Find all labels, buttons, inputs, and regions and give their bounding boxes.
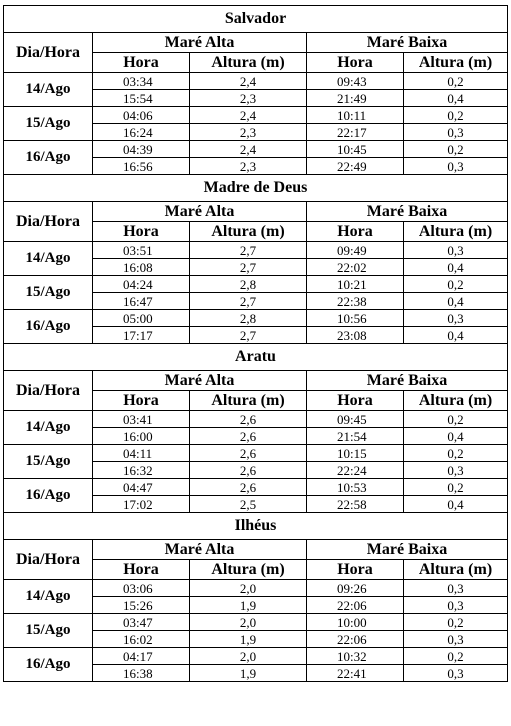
- baixa-altura-cell: 0,2: [404, 276, 508, 293]
- alta-altura-cell: 2,3: [190, 158, 307, 175]
- alta-altura-cell: 1,9: [190, 665, 307, 682]
- table-row: [4, 310, 508, 327]
- day-label: 14/Ago: [4, 580, 93, 614]
- baixa-altura-cell: 0,2: [404, 107, 508, 124]
- mare-alta-header: Maré Alta: [93, 371, 307, 391]
- header-row-group: [4, 540, 508, 560]
- mare-alta-header: Maré Alta: [93, 202, 307, 222]
- baixa-altura-header: Altura (m): [404, 391, 508, 411]
- tide-table: [3, 5, 508, 682]
- baixa-hora-cell: 09:49: [307, 242, 404, 259]
- baixa-hora-cell: 22:17: [307, 124, 404, 141]
- baixa-hora-cell: 22:41: [307, 665, 404, 682]
- table-row: [4, 614, 508, 631]
- alta-hora-cell: 16:24: [93, 124, 190, 141]
- alta-hora-cell: 16:47: [93, 293, 190, 310]
- day-label: 16/Ago: [4, 310, 93, 344]
- baixa-altura-cell: 0,2: [404, 411, 508, 428]
- baixa-hora-cell: 10:45: [307, 141, 404, 158]
- alta-altura-header: Altura (m): [190, 560, 307, 580]
- baixa-altura-cell: 0,2: [404, 445, 508, 462]
- alta-altura-cell: 2,8: [190, 310, 307, 327]
- alta-hora-cell: 17:02: [93, 496, 190, 513]
- alta-altura-cell: 2,4: [190, 73, 307, 90]
- alta-hora-cell: 17:17: [93, 327, 190, 344]
- baixa-hora-cell: 21:54: [307, 428, 404, 445]
- day-label: 14/Ago: [4, 73, 93, 107]
- baixa-hora-cell: 10:21: [307, 276, 404, 293]
- baixa-altura-header: Altura (m): [404, 53, 508, 73]
- mare-baixa-header: Maré Baixa: [307, 540, 508, 560]
- alta-altura-cell: 2,6: [190, 428, 307, 445]
- alta-altura-cell: 2,6: [190, 479, 307, 496]
- baixa-altura-cell: 0,3: [404, 597, 508, 614]
- baixa-altura-cell: 0,4: [404, 327, 508, 344]
- baixa-altura-cell: 0,3: [404, 631, 508, 648]
- alta-hora-cell: 16:02: [93, 631, 190, 648]
- alta-hora-cell: 16:56: [93, 158, 190, 175]
- alta-hora-cell: 03:41: [93, 411, 190, 428]
- baixa-hora-cell: 10:15: [307, 445, 404, 462]
- baixa-hora-cell: 09:43: [307, 73, 404, 90]
- mare-baixa-header: Maré Baixa: [307, 371, 508, 391]
- alta-altura-cell: 2,7: [190, 259, 307, 276]
- day-label: 16/Ago: [4, 479, 93, 513]
- alta-hora-header: Hora: [93, 53, 190, 73]
- table-row: [4, 242, 508, 259]
- table-row: [4, 73, 508, 90]
- alta-hora-cell: 16:32: [93, 462, 190, 479]
- alta-altura-cell: 2,0: [190, 648, 307, 665]
- baixa-hora-cell: 22:06: [307, 631, 404, 648]
- baixa-altura-cell: 0,3: [404, 665, 508, 682]
- alta-hora-cell: 15:54: [93, 90, 190, 107]
- baixa-hora-cell: 22:58: [307, 496, 404, 513]
- baixa-hora-cell: 21:49: [307, 90, 404, 107]
- dia-hora-header: Dia/Hora: [4, 371, 93, 411]
- alta-altura-cell: 2,8: [190, 276, 307, 293]
- location-title-row: [4, 175, 508, 202]
- baixa-hora-cell: 10:53: [307, 479, 404, 496]
- alta-altura-cell: 2,5: [190, 496, 307, 513]
- baixa-hora-header: Hora: [307, 560, 404, 580]
- alta-hora-cell: 04:06: [93, 107, 190, 124]
- baixa-altura-cell: 0,3: [404, 158, 508, 175]
- table-row: [4, 141, 508, 158]
- header-row-group: [4, 202, 508, 222]
- alta-hora-header: Hora: [93, 560, 190, 580]
- baixa-hora-cell: 10:32: [307, 648, 404, 665]
- alta-hora-cell: 16:08: [93, 259, 190, 276]
- alta-hora-cell: 04:24: [93, 276, 190, 293]
- dia-hora-header: Dia/Hora: [4, 202, 93, 242]
- baixa-hora-cell: 22:49: [307, 158, 404, 175]
- baixa-hora-cell: 22:02: [307, 259, 404, 276]
- baixa-altura-cell: 0,2: [404, 648, 508, 665]
- baixa-hora-cell: 09:26: [307, 580, 404, 597]
- alta-altura-cell: 2,3: [190, 90, 307, 107]
- alta-hora-cell: 04:11: [93, 445, 190, 462]
- baixa-altura-cell: 0,4: [404, 496, 508, 513]
- alta-hora-cell: 04:47: [93, 479, 190, 496]
- tide-table-body: [4, 6, 508, 682]
- alta-altura-cell: 2,7: [190, 242, 307, 259]
- day-label: 14/Ago: [4, 411, 93, 445]
- location-title: Ilhéus: [4, 513, 508, 540]
- baixa-hora-cell: 22:24: [307, 462, 404, 479]
- day-label: 15/Ago: [4, 445, 93, 479]
- baixa-altura-header: Altura (m): [404, 222, 508, 242]
- alta-altura-cell: 2,7: [190, 293, 307, 310]
- dia-hora-header: Dia/Hora: [4, 33, 93, 73]
- baixa-hora-cell: 22:06: [307, 597, 404, 614]
- table-row: [4, 580, 508, 597]
- day-label: 14/Ago: [4, 242, 93, 276]
- table-row: [4, 479, 508, 496]
- alta-hora-cell: 16:38: [93, 665, 190, 682]
- baixa-altura-cell: 0,4: [404, 293, 508, 310]
- baixa-altura-cell: 0,2: [404, 141, 508, 158]
- day-label: 16/Ago: [4, 648, 93, 682]
- baixa-altura-cell: 0,4: [404, 90, 508, 107]
- alta-altura-cell: 2,6: [190, 445, 307, 462]
- table-row: [4, 276, 508, 293]
- baixa-altura-cell: 0,3: [404, 580, 508, 597]
- alta-hora-cell: 15:26: [93, 597, 190, 614]
- baixa-altura-cell: 0,3: [404, 310, 508, 327]
- tide-table-page: [3, 5, 507, 682]
- alta-altura-cell: 2,0: [190, 614, 307, 631]
- baixa-hora-header: Hora: [307, 391, 404, 411]
- table-row: [4, 445, 508, 462]
- table-row: [4, 648, 508, 665]
- alta-altura-header: Altura (m): [190, 53, 307, 73]
- alta-altura-header: Altura (m): [190, 391, 307, 411]
- baixa-altura-cell: 0,4: [404, 259, 508, 276]
- alta-altura-cell: 1,9: [190, 597, 307, 614]
- baixa-altura-header: Altura (m): [404, 560, 508, 580]
- alta-hora-cell: 03:06: [93, 580, 190, 597]
- alta-hora-cell: 03:51: [93, 242, 190, 259]
- baixa-hora-cell: 10:11: [307, 107, 404, 124]
- baixa-hora-cell: 22:38: [307, 293, 404, 310]
- alta-hora-cell: 04:17: [93, 648, 190, 665]
- baixa-hora-cell: 23:08: [307, 327, 404, 344]
- location-title: Aratu: [4, 344, 508, 371]
- baixa-altura-cell: 0,2: [404, 614, 508, 631]
- alta-altura-header: Altura (m): [190, 222, 307, 242]
- baixa-hora-cell: 09:45: [307, 411, 404, 428]
- baixa-altura-cell: 0,3: [404, 462, 508, 479]
- baixa-altura-cell: 0,3: [404, 124, 508, 141]
- alta-hora-cell: 16:00: [93, 428, 190, 445]
- mare-alta-header: Maré Alta: [93, 33, 307, 53]
- header-row-group: [4, 371, 508, 391]
- baixa-hora-header: Hora: [307, 53, 404, 73]
- mare-alta-header: Maré Alta: [93, 540, 307, 560]
- day-label: 15/Ago: [4, 276, 93, 310]
- alta-hora-cell: 05:00: [93, 310, 190, 327]
- day-label: 16/Ago: [4, 141, 93, 175]
- location-title: Madre de Deus: [4, 175, 508, 202]
- dia-hora-header: Dia/Hora: [4, 540, 93, 580]
- location-title-row: [4, 513, 508, 540]
- alta-altura-cell: 2,0: [190, 580, 307, 597]
- table-row: [4, 411, 508, 428]
- day-label: 15/Ago: [4, 107, 93, 141]
- alta-altura-cell: 2,7: [190, 327, 307, 344]
- alta-altura-cell: 2,6: [190, 411, 307, 428]
- baixa-altura-cell: 0,2: [404, 73, 508, 90]
- alta-hora-cell: 04:39: [93, 141, 190, 158]
- alta-hora-cell: 03:47: [93, 614, 190, 631]
- alta-altura-cell: 1,9: [190, 631, 307, 648]
- alta-hora-header: Hora: [93, 391, 190, 411]
- baixa-altura-cell: 0,2: [404, 479, 508, 496]
- baixa-altura-cell: 0,3: [404, 242, 508, 259]
- alta-hora-header: Hora: [93, 222, 190, 242]
- alta-altura-cell: 2,6: [190, 462, 307, 479]
- mare-baixa-header: Maré Baixa: [307, 202, 508, 222]
- alta-altura-cell: 2,4: [190, 141, 307, 158]
- header-row-group: [4, 33, 508, 53]
- alta-altura-cell: 2,3: [190, 124, 307, 141]
- mare-baixa-header: Maré Baixa: [307, 33, 508, 53]
- baixa-altura-cell: 0,4: [404, 428, 508, 445]
- alta-hora-cell: 03:34: [93, 73, 190, 90]
- baixa-hora-cell: 10:00: [307, 614, 404, 631]
- location-title-row: [4, 6, 508, 33]
- baixa-hora-cell: 10:56: [307, 310, 404, 327]
- day-label: 15/Ago: [4, 614, 93, 648]
- alta-altura-cell: 2,4: [190, 107, 307, 124]
- table-row: [4, 107, 508, 124]
- baixa-hora-header: Hora: [307, 222, 404, 242]
- location-title: Salvador: [4, 6, 508, 33]
- location-title-row: [4, 344, 508, 371]
